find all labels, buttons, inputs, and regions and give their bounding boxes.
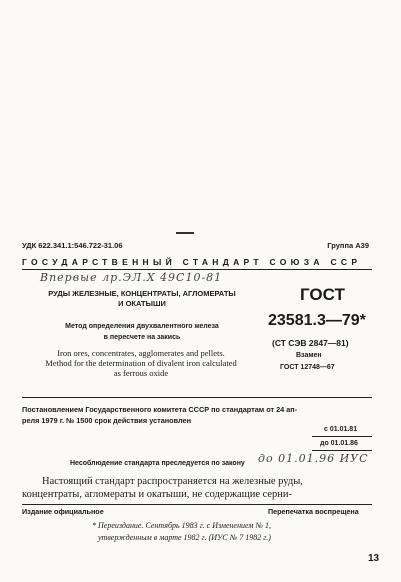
title-en <box>16 348 266 378</box>
violation-notice: Несоблюдение стандарта преследуется по закону <box>70 460 245 467</box>
replaces-label: Взамен <box>296 352 322 359</box>
validity-rule-1 <box>312 436 372 437</box>
title-ru-line-2: И ОКАТЫШИ <box>118 299 166 308</box>
decree-text <box>22 404 297 426</box>
banner-rule <box>22 269 372 270</box>
validity-from: с 01.01.81 <box>324 426 358 433</box>
decree-line-1: Постановлением Государственного комитета СССР по стандартам от 24 ап- <box>22 405 298 414</box>
body-line-2: концентраты, агломераты и окатыши, не содержащие серни- <box>22 489 293 500</box>
method-ru <box>22 321 262 343</box>
udk-code: УДК 622.341.1:546.722-31.06 <box>22 241 123 250</box>
method-ru-line-1: Метод определения двухвалентного железа <box>65 323 219 330</box>
official-edition: Издание официальное <box>22 507 104 516</box>
title-ru-line-1: РУДЫ ЖЕЛЕЗНЫЕ, КОНЦЕНТРАТЫ, АГЛОМЕРАТЫ <box>48 289 236 298</box>
gost-number: 23581.3—79* <box>268 312 366 329</box>
state-standard-banner: ГОСУДАРСТВЕННЫЙ СТАНДАРТ СОЮЗА ССР <box>22 257 362 267</box>
page-number: 13 <box>368 553 380 564</box>
validity-rule-2 <box>312 450 372 451</box>
reissue-note-line-1: * Переиздание. Сентябрь 1983 г. с Изменением № 1, <box>92 521 272 530</box>
gost-label: ГОСТ <box>300 285 345 304</box>
decree-line-2: реля 1979 г. № 1500 срок действия установлен <box>22 416 192 425</box>
reprint-notice: Перепечатка воспрещена <box>268 507 359 516</box>
sev-reference: (СТ СЭВ 2847—81) <box>272 338 349 348</box>
group-code: Группа A39 <box>327 241 369 250</box>
section-rule <box>22 397 372 398</box>
reissue-note <box>92 520 271 544</box>
footer-rule <box>22 504 372 505</box>
title-en-line-1: Iron ores, concentrates, agglomerates and pellets. <box>57 348 225 358</box>
title-en-line-2: Method for the determination of divalent iron calculated <box>45 358 237 368</box>
validity-to: до 01.01.86 <box>320 440 358 447</box>
body-text <box>22 475 303 501</box>
reissue-note-line-2: утвержденным в марте 1982 г. (ИУС № 7 1982 г.) <box>98 533 271 542</box>
handwritten-note-top: Впервые лр.ЭЛ.Х 49С10-81 <box>40 271 223 284</box>
title-en-line-3: as ferrous oxide <box>113 368 169 378</box>
decorative-dash <box>176 232 194 234</box>
method-ru-line-2: в пересчете на закись <box>103 334 181 341</box>
replaces-standard: ГОСТ 12748—67 <box>280 364 335 371</box>
body-line-1: Настоящий стандарт распространяется на железные руды, <box>42 476 303 487</box>
handwritten-note-mid: до 01.01.96 ИУС <box>258 452 369 465</box>
title-ru <box>22 289 262 309</box>
